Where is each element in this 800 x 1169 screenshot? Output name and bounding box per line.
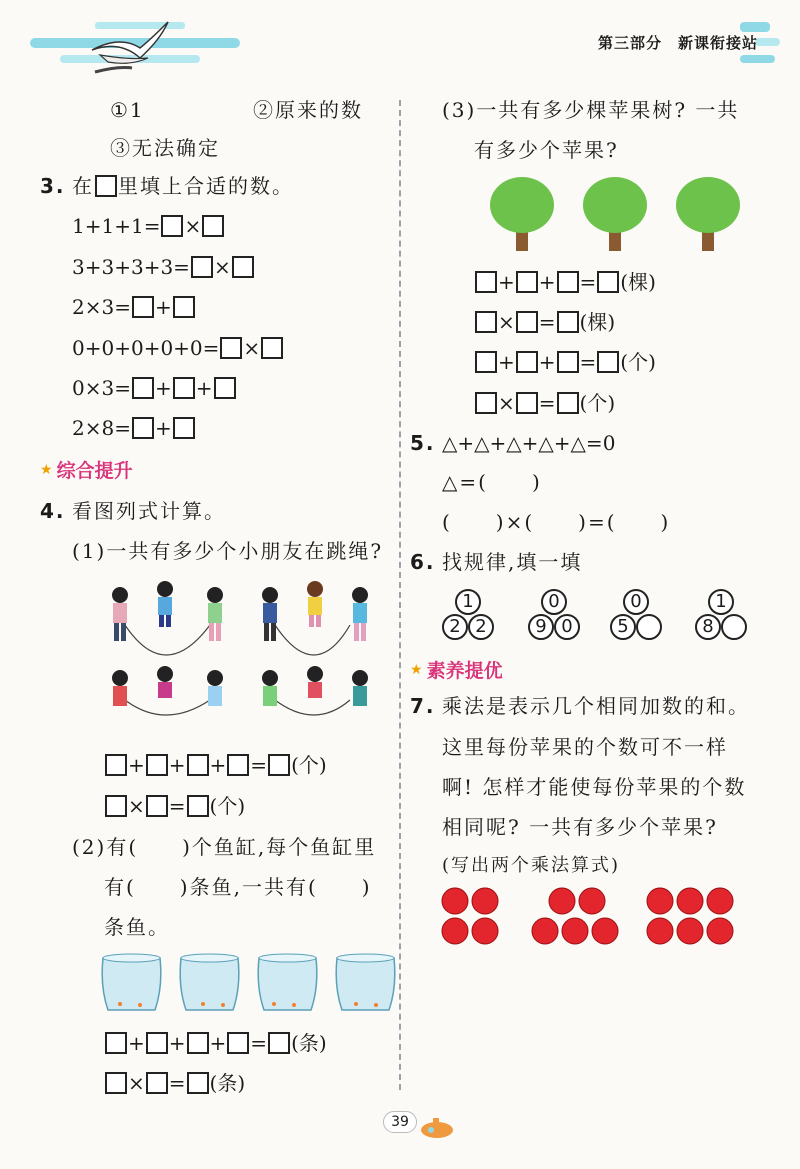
operator: × — [498, 391, 515, 415]
q4-part-1: (1)一共有多少个小朋友在跳绳? — [72, 539, 384, 563]
answer-box[interactable] — [187, 754, 209, 776]
page-number: 39 — [383, 1111, 417, 1133]
q3-equation-5 — [72, 374, 237, 402]
answer-box[interactable] — [475, 271, 497, 293]
equation-lhs: 0×3= — [72, 376, 131, 400]
operator: × — [128, 1071, 145, 1095]
answer-box[interactable] — [132, 417, 154, 439]
answer-box[interactable] — [597, 271, 619, 293]
section-heading-1 — [40, 456, 133, 483]
q6-g3-left: 5 — [610, 614, 636, 640]
q7-line-3: 啊! 怎样才能使每份苹果的个数 — [442, 775, 747, 799]
operator: + — [209, 753, 227, 777]
option-1: ①1 — [110, 98, 145, 122]
q7-line-4: 相同呢? 一共有多少个苹果? — [442, 815, 718, 839]
q6-prompt: 找规律,填一填 — [442, 550, 583, 574]
group-2 — [262, 581, 368, 655]
answer-box[interactable] — [173, 417, 195, 439]
question-6-number: 6. — [410, 550, 436, 574]
answer-box[interactable] — [105, 1072, 127, 1094]
answer-box[interactable] — [146, 754, 168, 776]
question-3-prompt — [72, 172, 294, 200]
bowl-1 — [102, 954, 161, 1010]
question-4-number: 4. — [40, 499, 66, 523]
answer-box[interactable] — [516, 392, 538, 414]
fish-bowl-image — [100, 952, 400, 1017]
tree-1 — [490, 177, 554, 251]
q4-3-tree-multiplication — [474, 308, 615, 336]
answer-box[interactable] — [191, 256, 213, 278]
group-4 — [262, 666, 368, 715]
unit-label: (条) — [291, 1031, 327, 1055]
q5-line-1: △+△+△+△+△=0 — [442, 431, 616, 455]
q6-g4-left: 8 — [695, 614, 721, 640]
apple-tree-image — [488, 175, 748, 255]
operator: + — [154, 376, 172, 400]
prompt-part-b: 里填上合适的数。 — [118, 174, 294, 198]
answer-box[interactable] — [173, 377, 195, 399]
section-heading-2 — [410, 656, 503, 683]
unit-label: (个) — [579, 391, 616, 415]
q5-line-3: ( )×( )=( ) — [442, 510, 671, 534]
q4-part-2-line-2: 有( )条鱼,一共有( ) — [104, 875, 372, 899]
operator: × — [213, 255, 231, 279]
operator: + — [498, 270, 515, 294]
operator: × — [184, 214, 202, 238]
operator: + — [154, 416, 172, 440]
q4-3-apple-multiplication — [474, 389, 615, 417]
apples-illustration — [440, 885, 750, 954]
answer-box[interactable] — [268, 754, 290, 776]
answer-box[interactable] — [132, 377, 154, 399]
operator: + — [128, 1031, 145, 1055]
q6-g1-top: 1 — [455, 589, 481, 615]
equation-lhs: 0+0+0+0+0= — [72, 336, 220, 360]
operator: + — [128, 753, 145, 777]
operator: + — [195, 376, 213, 400]
q7-line-5: (写出两个乘法算式) — [442, 855, 621, 876]
q6-g1-left: 2 — [442, 614, 468, 640]
section-title: 综合提升 — [56, 460, 133, 482]
option-2: ②原来的数 — [253, 98, 363, 122]
operator: + — [154, 295, 172, 319]
operator: × — [128, 794, 145, 818]
bowl-4 — [336, 954, 395, 1010]
q4-part-3-line-1: (3)一共有多少棵苹果树? 一共 — [442, 98, 740, 122]
answer-box[interactable] — [232, 256, 254, 278]
q4-part-2-line-1: (2)有( )个鱼缸,每个鱼缸里 — [72, 835, 377, 859]
operator: + — [538, 350, 556, 374]
operator: + — [498, 350, 515, 374]
answer-box[interactable] — [597, 351, 619, 373]
answer-box[interactable] — [516, 311, 538, 333]
answer-box[interactable] — [105, 1032, 127, 1054]
apple-trees-illustration — [488, 175, 748, 259]
star-icon: ★ — [410, 661, 423, 678]
answer-box[interactable] — [146, 1072, 168, 1094]
option-3: ③无法确定 — [110, 136, 220, 160]
equation-lhs: 2×3= — [72, 295, 131, 319]
q4-1-multiplication — [104, 792, 245, 820]
unit-label: (个) — [291, 753, 327, 777]
question-7-number: 7. — [410, 694, 436, 718]
bowl-2 — [180, 954, 239, 1010]
answer-box[interactable] — [557, 392, 579, 414]
children-jumping-rope-image — [105, 575, 385, 725]
answer-box[interactable] — [187, 1032, 209, 1054]
answer-box[interactable] — [557, 351, 579, 373]
operator: = — [250, 753, 268, 777]
bowl-3 — [258, 954, 317, 1010]
operator: = — [579, 270, 597, 294]
answer-box[interactable] — [557, 271, 579, 293]
q6-g3-top: 0 — [623, 589, 649, 615]
answer-box[interactable] — [146, 795, 168, 817]
q6-g2-left: 9 — [528, 614, 554, 640]
operator: = — [538, 310, 556, 334]
answer-box[interactable] — [202, 215, 224, 237]
q6-g1-right: 2 — [468, 614, 494, 640]
operator: × — [243, 336, 261, 360]
group-3 — [112, 666, 223, 715]
question-4-prompt: 看图列式计算。 — [72, 499, 226, 523]
q4-2-multiplication — [104, 1069, 245, 1097]
operator: + — [538, 270, 556, 294]
q6-g3-right-blank[interactable] — [636, 614, 662, 640]
operator: + — [168, 1031, 186, 1055]
answer-box[interactable] — [227, 754, 249, 776]
q5-line-2: △=( ) — [442, 470, 542, 494]
equation-lhs: 2×8= — [72, 416, 131, 440]
q6-g4-top: 1 — [708, 589, 734, 615]
answer-box[interactable] — [187, 1072, 209, 1094]
answer-box[interactable] — [268, 1032, 290, 1054]
answer-box[interactable] — [161, 215, 183, 237]
question-3-number: 3. — [40, 174, 66, 198]
unit-label: (棵) — [620, 270, 656, 294]
operator: = — [579, 350, 597, 374]
unit-label: (棵) — [579, 310, 616, 334]
answer-box[interactable] — [516, 351, 538, 373]
q4-part-3-line-2: 有多少个苹果? — [474, 138, 619, 162]
answer-box[interactable] — [475, 392, 497, 414]
star-icon: ★ — [40, 461, 53, 478]
q4-2-addition — [104, 1029, 327, 1057]
column-divider — [399, 100, 401, 1090]
answer-box[interactable] — [220, 337, 242, 359]
equation-lhs: 3+3+3+3= — [72, 255, 190, 279]
q6-g4-right-blank[interactable] — [721, 614, 747, 640]
operator: = — [250, 1031, 268, 1055]
unit-label: (个) — [209, 794, 246, 818]
operator: + — [209, 1031, 227, 1055]
q3-equation-2 — [72, 253, 255, 281]
q6-g2-right: 0 — [554, 614, 580, 640]
blank-box-icon — [95, 175, 117, 197]
q3-equation-3 — [72, 293, 196, 321]
answer-box[interactable] — [187, 795, 209, 817]
answer-box[interactable] — [475, 311, 497, 333]
q3-equation-4 — [72, 334, 284, 362]
question-5-number: 5. — [410, 431, 436, 455]
q6-g2-top: 0 — [541, 589, 567, 615]
tree-3 — [676, 177, 740, 251]
answer-box[interactable] — [475, 351, 497, 373]
q4-part-2-line-3: 条鱼。 — [104, 915, 170, 939]
answer-box[interactable] — [227, 1032, 249, 1054]
submarine-icon — [417, 1112, 457, 1146]
operator: × — [498, 310, 515, 334]
q4-3-apple-addition — [474, 348, 656, 376]
q3-equation-6 — [72, 414, 196, 442]
operator: = — [168, 1071, 186, 1095]
q4-3-tree-addition — [474, 268, 656, 296]
answer-box[interactable] — [105, 754, 127, 776]
group-1 — [112, 581, 223, 655]
prompt-part-a: 在 — [72, 174, 94, 198]
answer-box[interactable] — [105, 795, 127, 817]
operator: = — [538, 391, 556, 415]
answer-box[interactable] — [214, 377, 236, 399]
answer-box[interactable] — [173, 296, 195, 318]
apple-groups-image — [440, 885, 750, 950]
q3-equation-1 — [72, 212, 225, 240]
q7-line-2: 这里每份苹果的个数可不一样 — [442, 735, 728, 759]
operator: = — [168, 794, 186, 818]
equation-lhs: 1+1+1= — [72, 214, 161, 238]
answer-box[interactable] — [146, 1032, 168, 1054]
fish-bowls-illustration — [100, 952, 400, 1021]
jump-rope-illustration — [105, 575, 385, 729]
unit-label: (条) — [209, 1071, 246, 1095]
operator: + — [168, 753, 186, 777]
unit-label: (个) — [620, 350, 656, 374]
tree-2 — [583, 177, 647, 251]
answer-box[interactable] — [261, 337, 283, 359]
q4-1-addition — [104, 751, 327, 779]
section-title: 素养提优 — [426, 660, 503, 682]
answer-box[interactable] — [516, 271, 538, 293]
answer-box[interactable] — [132, 296, 154, 318]
answer-box[interactable] — [557, 311, 579, 333]
q7-line-1: 乘法是表示几个相同加数的和。 — [442, 694, 750, 718]
header-title: 第三部分 新课衔接站 — [598, 34, 759, 52]
